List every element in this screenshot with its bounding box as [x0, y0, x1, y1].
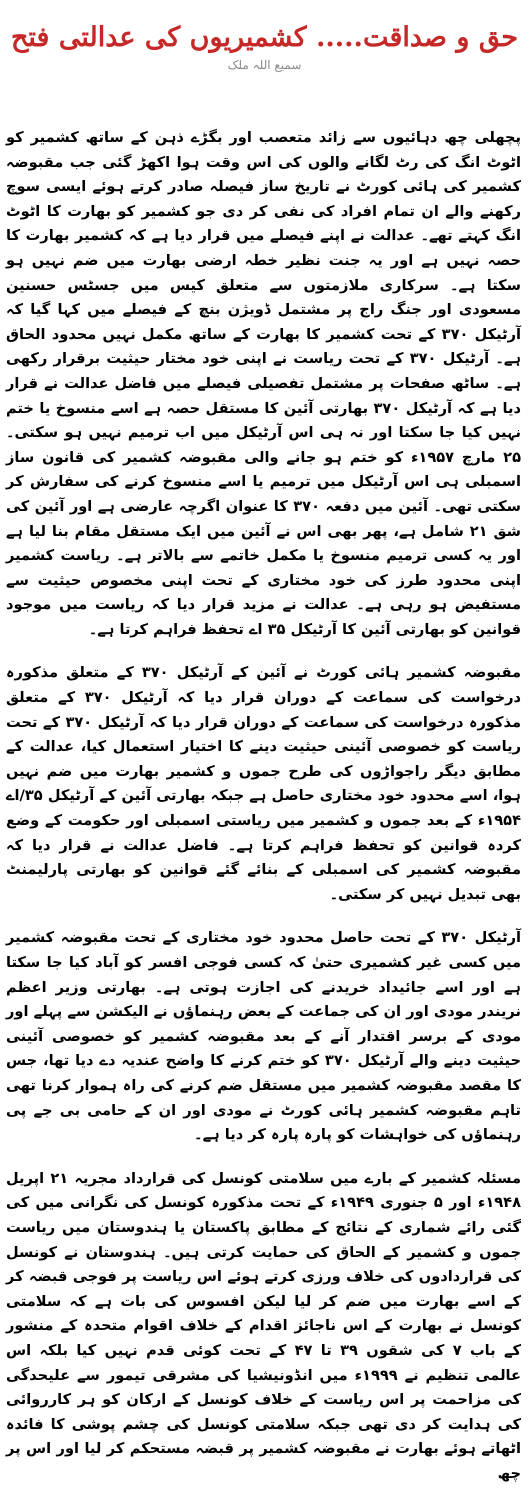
article-paragraph: پچھلی چھ دہائیوں سے زائد متعصب اور بگڑے ذہن کے ساتھ کشمیر کو اٹوٹ انگ کی رٹ لگانے والوں کی اس وقت ہوا اکھڑ گئی جب مقبوضہ کشمیر کی ہائی کورٹ نے تاریخ ساز فیصلہ صادر کرتے ہوئے ایسی سوچ رکھنے والے ان تمام افراد کی نفی کر دی جو کشمیر کو بھارت کا اٹوٹ انگ کہتے تھے۔ عدالت نے اپنے فیصلے میں قرار دیا ہے کہ کشمیر بھارت کا حصہ نہیں ہے اور یہ جنت نظیر خطہ ارضی بھارت میں ضم نہیں ہو سکتا ہے۔ سرکاری ملازمتوں سے متعلق کیس میں جسٹس حسنین مسعودی اور جنگ راج پر مشتمل ڈویژن بنچ کے فیصلے میں کہا گیا کہ آرٹیکل ۳۷۰ کے تحت کشمیر کا بھارت کے ساتھ مکمل نہیں محدود الحاق ہے۔ آرٹیکل ۳۷۰ کے تحت ریاست نے اپنی خود مختار حیثیت برقرار رکھی ہے۔ ساٹھ صفحات پر مشتمل تفصیلی فیصلے میں فاضل عدالت نے قرار دیا ہے کہ آرٹیکل ۳۷۰ بھارتی آئین کا مستقل حصہ ہے اسے منسوخ یا ختم نہیں کیا جا سکتا اور نہ ہی اس آرٹیکل میں اب ترمیم نہیں ہو سکتی۔ ۲۵ مارچ ۱۹۵۷ء کو ختم ہو جانے والی مقبوضہ کشمیر کی قانون ساز اسمبلی ہی اس آرٹیکل میں ترمیم یا اسے منسوخ کرنے کی سفارش کر سکتی تھی۔ آئین میں دفعہ ۳۷۰ کا عنوان اگرچہ عارضی ہے اور آئین کی شق ۲۱ شامل ہے، پھر بھی اس نے آئین میں ایک مستقل مقام بنا لیا ہے اور یہ کسی ترمیم منسوخ یا مکمل خاتمے سے بالاتر ہے۔ ریاست کشمیر اپنی محدود طرز کی خود مختاری کے تحت اپنی مخصوص حیثیت سے مستفیض ہو رہی ہے۔ عدالت نے مزید قرار دیا کہ ریاست میں موجود قوانین کو بھارتی آئین کا آرٹیکل ۳۵ اے تحفظ فراہم کرتا ہے۔ — [6, 129, 522, 638]
article-paragraph: مسئلہ کشمیر کے بارے میں سلامتی کونسل کی قرارداد مجریہ ۲۱ اپریل ۱۹۴۸ء اور ۵ جنوری ۱۹۴۹ء کے تحت مذکورہ کونسل کی نگرانی میں کی گئی رائے شماری کے نتائج کے مطابق پاکستان یا ہندوستان میں ریاست جموں و کشمیر کے الحاق کی حمایت کرتی ہیں۔ ہندوستان نے کونسل کی قراردادوں کی خلاف ورزی کرتے ہوئے اس ریاست پر فوجی قبضہ کر کے اسے بھارت میں ضم کر لیا لیکن افسوس کی بات ہے کہ سلامتی کونسل نے بھارت کے اس ناجائز اقدام کے خلاف اقوام متحدہ کے منشور کے باب ۷ کی شقوں ۳۹ تا ۴۷ کے تحت کوئی قدم نہیں کیا بلکہ اس عالمی تنظیم نے ۱۹۹۹ء میں انڈونیشیا کی مشرقی تیمور سے علیحدگی کی مزاحمت پر اس ریاست کے خلاف کونسل کے ارکان کو ہر کارروائی کی ہدایت کر دی تھی جبکہ سلامتی کونسل کی چشم پوشی کا فائدہ اٹھاتے ہوئے بھارت نے مقبوضہ کشمیر پر قبضہ مستحکم کر لیا اور اس پر چھ — [6, 1169, 522, 1482]
article-paragraph: مقبوضہ کشمیر ہائی کورٹ نے آئین کے آرٹیکل ۳۷۰ کے متعلق مذکورہ درخواست کی سماعت کے دوران قرار دیا کہ آرٹیکل ۳۷۰ کے متعلق مذکورہ درخواست کی سماعت کے دوران قرار دیا کہ آرٹیکل ۳۷۰ کے تحت ریاست کو خصوصی آئینی حیثیت دینے کا اختیار استعمال کیا، عدالت کے مطابق دیگر راجواڑوں کی طرح جموں و کشمیر بھارت میں ضم نہیں ہوا، اسے محدود خود مختاری حاصل ہے جبکہ بھارتی آئین کے آرٹیکل ۳۵/اے ۱۹۵۴ء کے بعد جموں و کشمیر میں ریاستی اسمبلی اور حکومت کے وضع کردہ قوانین کو تحفظ فراہم کرتا ہے۔ فاضل عدالت نے قرار دیا کہ مقبوضہ کشمیر کی اسمبلی کے بنائے گئے قوانین کو بھارتی پارلیمنٹ بھی تبدیل نہیں کر سکتی۔ — [6, 664, 522, 903]
article-title: حق و صداقت..... کشمیریوں کی عدالتی فتح — [10, 22, 519, 54]
article-body — [6, 126, 521, 1505]
author-byline: سمیع اللہ ملک — [227, 58, 302, 72]
article-paragraph: آرٹیکل ۳۷۰ کے تحت حاصل محدود خود مختاری کے تحت مقبوضہ کشمیر میں کسی غیر کشمیری حتیٰ کہ کسی فوجی افسر کو آباد کیا جا سکتا ہے اور اسے جائیداد خریدنے کی اجازت ہوتی ہے۔ بھارتی وزیر اعظم نریندر مودی اور ان کی جماعت کے بعض رہنماؤں نے الیکشن سے پہلے اور مودی کے برسر اقتدار آنے کے بعد مقبوضہ کشمیر کو خصوصی آئینی حیثیت دینے والے آرٹیکل ۳۷۰ کو ختم کرنے کا واضح عندیہ دے دیا تھا، جس کا مقصد مقبوضہ کشمیر میں مستقل ضم کرنے کی راہ ہموار کرنا تھی تاہم مقبوضہ کشمیر ہائی کورٹ نے مودی اور ان کے حامی بی جے پی رہنماؤں کی خواہشات کو پارہ پارہ کر دیا ہے۔ — [6, 929, 521, 1144]
